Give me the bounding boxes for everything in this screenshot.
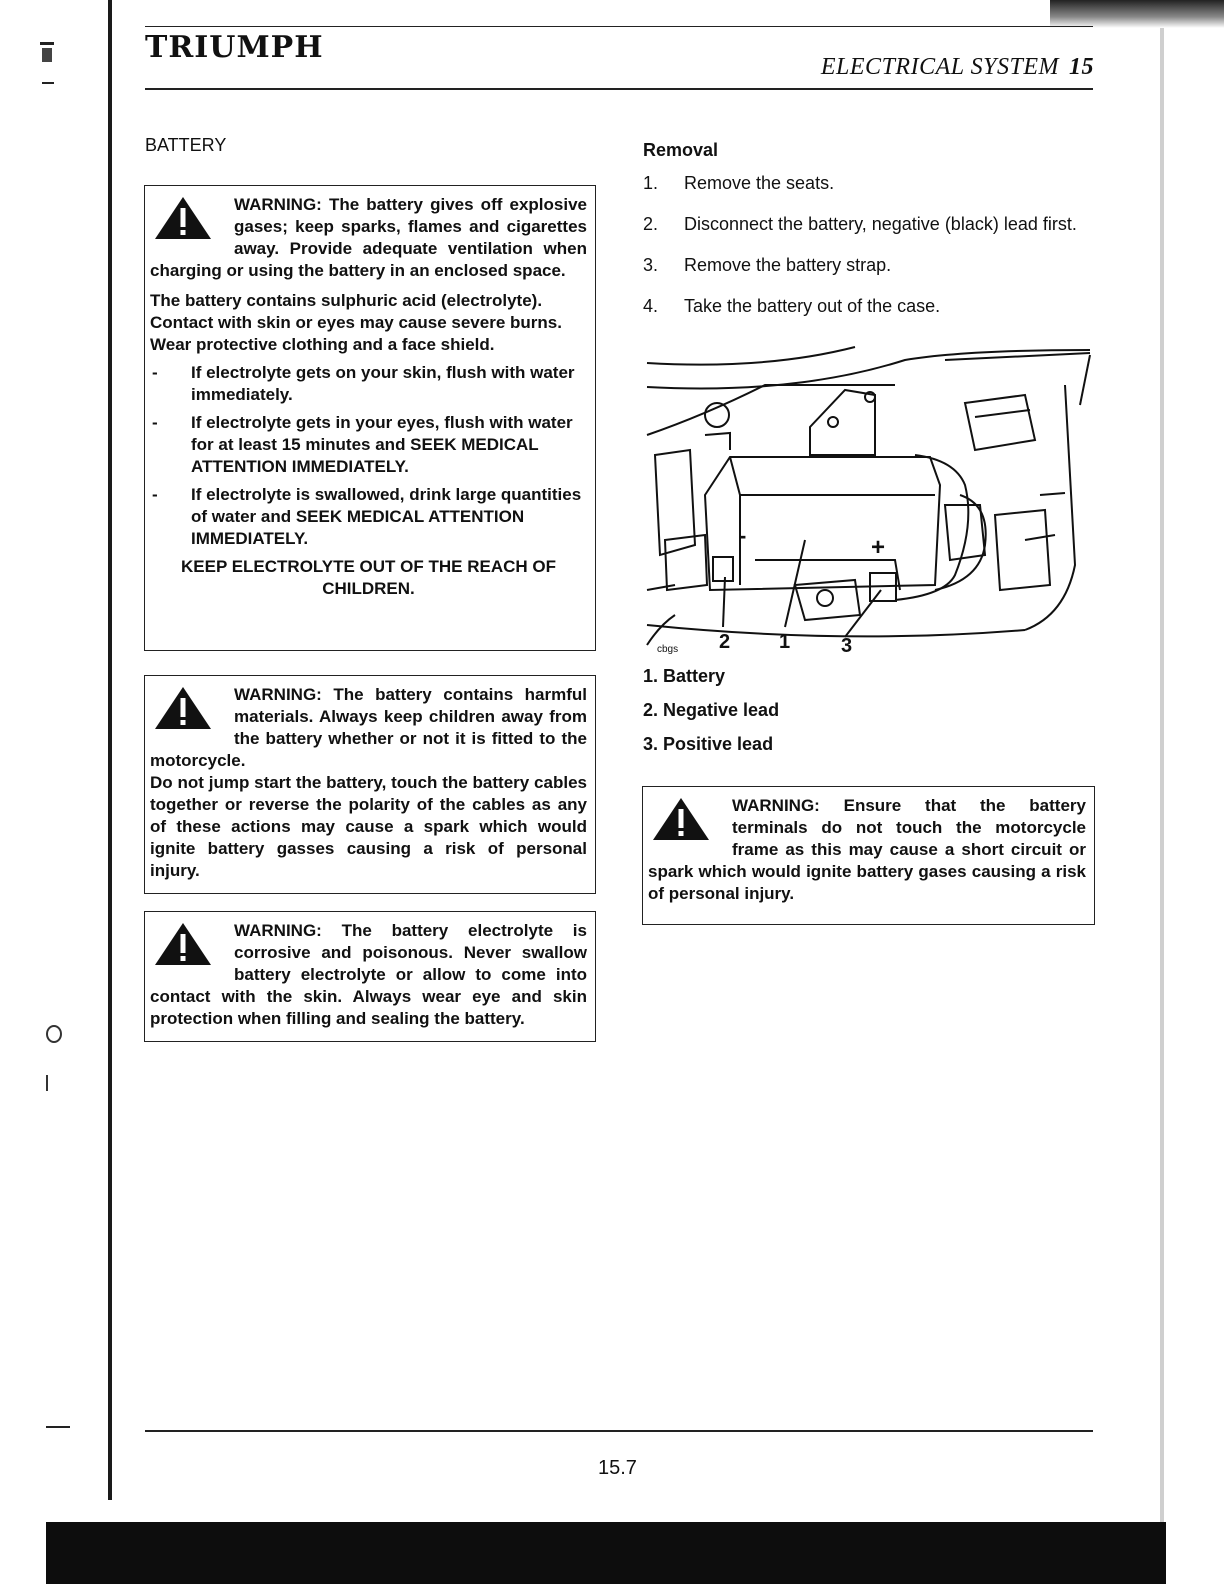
list-item <box>643 213 1103 235</box>
list-item <box>643 254 1103 276</box>
warning-paragraph: Do not jump start the battery, touch the battery cables together or reverse the polarity of the cables as any of these actions may cause a spark which would ignite battery gasses causing a risk of personal injury. <box>150 773 587 880</box>
warning-heading: WARNING: <box>234 685 322 704</box>
warning-text <box>648 795 1086 905</box>
header-rule-bottom <box>145 88 1093 90</box>
header-rule-top <box>145 26 1093 27</box>
legend-item: 2. Negative lead <box>643 700 780 720</box>
step-text: Disconnect the battery, negative (black) lead first. <box>684 214 1077 234</box>
removal-steps <box>643 172 1103 336</box>
bullet-dash: - <box>152 485 158 504</box>
warning-heading: WARNING: <box>732 796 820 815</box>
warning-triangle-icon <box>154 196 212 240</box>
warning-lead: Ensure that the battery terminals do not touch the motorcycle frame as this may cause a short circuit or spark which would ignite battery gases causing a risk of personal injury. <box>648 796 1086 903</box>
list-item <box>643 295 1103 317</box>
step-text: Remove the seats. <box>684 173 835 193</box>
step-number: 2. <box>643 214 659 234</box>
margin-mark <box>46 1426 70 1428</box>
removal-title: Removal <box>643 140 719 160</box>
warning-lead: The battery electrolyte is corrosive and poisonous. Never swallow battery electrolyte or allow to come into contact with the skin. Always wear eye and skin protection when filling and sealing the battery. <box>150 921 587 1028</box>
step-number: 1. <box>643 173 659 193</box>
page-number: 15.7 <box>598 1457 637 1479</box>
warning-box-corrosive-electrolyte <box>144 911 596 1042</box>
warning-bullet-list <box>150 362 587 550</box>
chapter-title-text: ELECTRICAL SYSTEM <box>820 54 1059 80</box>
list-item <box>150 362 587 406</box>
scan-left-edge <box>108 0 112 1500</box>
warning-lead: The battery contains harmful materials. Always keep children away from the battery whether or not it is fitted to the motorcycle. <box>150 685 587 770</box>
minus-sign-label: - <box>739 523 747 548</box>
margin-mark <box>46 1025 62 1043</box>
warning-triangle-icon <box>154 686 212 730</box>
warning-triangle-icon <box>652 797 710 841</box>
step-text: Remove the battery strap. <box>684 255 892 275</box>
warning-lead: The battery gives off explosive gases; keep sparks, flames and cigarettes away. Provide adequate ventilation when charging or using the battery in an enclosed space. <box>150 195 587 280</box>
bullet-text: If electrolyte gets on your skin, flush with water immediately. <box>191 363 575 404</box>
step-number: 4. <box>643 296 659 316</box>
bullet-dash: - <box>152 413 158 432</box>
margin-mark <box>42 82 54 84</box>
warning-paragraph: The battery contains sulphuric acid (electrolyte). Contact with skin or eyes may cause severe burns. Wear protective clothing and a face shield. <box>150 291 562 354</box>
footer-rule <box>145 1430 1093 1432</box>
warning-heading: WARNING: <box>234 921 322 940</box>
warning-text <box>150 920 587 1030</box>
battery-illustration <box>645 345 1095 660</box>
warning-box-terminals <box>642 786 1095 925</box>
warning-heading: WARNING: <box>234 195 322 214</box>
warning-text <box>150 684 587 772</box>
margin-mark <box>40 42 54 45</box>
list-item <box>150 412 587 478</box>
step-text: Take the battery out of the case. <box>684 296 941 316</box>
margin-mark <box>42 48 52 62</box>
legend-item: 1. Battery <box>643 666 726 686</box>
warning-triangle-icon <box>154 922 212 966</box>
warning-closing: KEEP ELECTROLYTE OUT OF THE REACH OF CHILDREN. <box>181 557 556 598</box>
plus-sign-label: + <box>871 534 886 561</box>
chapter-number: 15 <box>1069 54 1094 80</box>
bullet-text: If electrolyte is swallowed, drink large quantities of water and SEEK MEDICAL ATTENTION IMMEDIATELY. <box>191 485 582 548</box>
scan-top-shadow <box>1050 0 1224 28</box>
callout-label: 3 <box>841 635 853 657</box>
callout-label: 1 <box>779 631 791 653</box>
bullet-text: If electrolyte gets in your eyes, flush with water for at least 15 minutes and SEEK MEDICAL ATTENTION IMMEDIATELY. <box>191 413 573 476</box>
scan-right-edge <box>1160 28 1164 1522</box>
bullet-dash: - <box>152 363 158 382</box>
callout-label: 2 <box>719 631 731 653</box>
scan-bottom-band <box>46 1522 1166 1584</box>
warning-text <box>150 194 587 282</box>
list-item <box>150 484 587 550</box>
section-title: BATTERY <box>145 135 227 155</box>
list-item <box>643 172 1103 194</box>
step-number: 3. <box>643 255 659 275</box>
chapter-title <box>821 54 1094 81</box>
brand-logo: TRIUMPH <box>145 30 324 65</box>
warning-box-harmful-materials <box>144 675 596 894</box>
figure-code: cbgs <box>657 644 679 655</box>
figure-legend <box>643 666 779 768</box>
warning-box-explosive-gases <box>144 185 596 651</box>
legend-item: 3. Positive lead <box>643 734 774 754</box>
margin-mark <box>46 1075 48 1091</box>
